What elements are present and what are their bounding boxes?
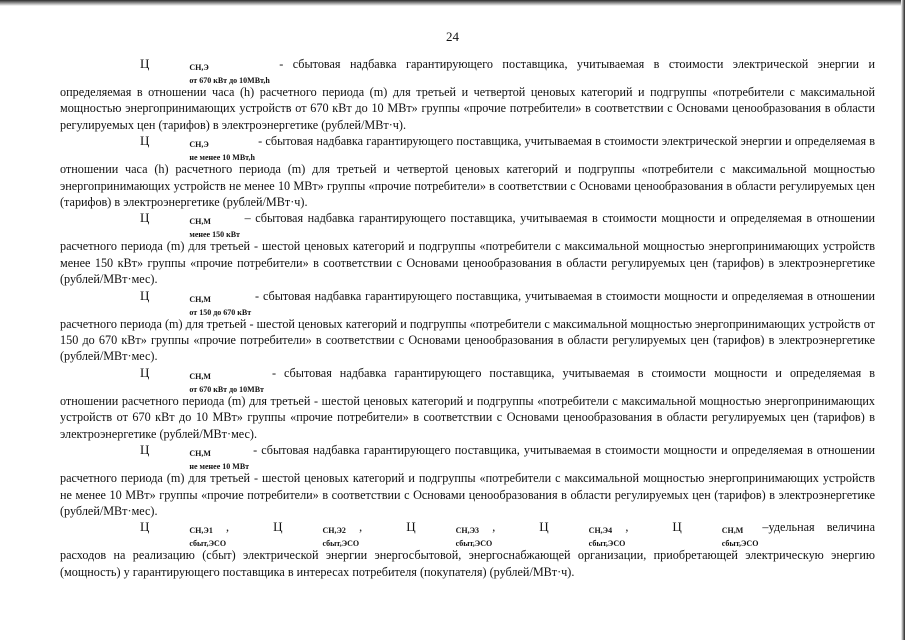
symbol-subscript: не менее 10 МВт xyxy=(189,462,250,472)
scan-top-edge xyxy=(0,0,905,6)
symbol-separator: , xyxy=(226,520,230,535)
tariff-symbol: Ц СН,М не менее 10 МВт xyxy=(140,442,250,472)
definition-text: – сбытовая надбавка гарантирующего поставщика, учитываемая в стоимости мощности и определяемая в отношении расчетного периода (m) для третьей - шестой ценовых категорий и подгруппы «потребители с максимальной мощностью энергопринимающих устройств менее 150 кВт» группы «прочие потребители» в соответствии с Основами ценообразования в области регулируемых цен (тарифов) в электроэнергетике (рублей/МВт·мес). xyxy=(60,211,875,287)
tariff-symbol: Ц СН,М от 150 до 670 кВт xyxy=(140,287,252,317)
symbol-subscript: сбыт,ЭСО xyxy=(588,539,626,549)
definition-text: - сбытовая надбавка гарантирующего поставщика, учитываемая в стоимости электрической энергии и определяемая в отношении часа (h) расчетного периода (m) для третьей и четвертой ценовых категорий и подгруппы «потребители с максимальной мощностью энергопринимающих устройств от 670 кВт до 10 МВт» группы «прочие потребители» в соответствии с Основами ценообразования в области регулируемых цен (тарифов) в электроэнергетике (рублей/МВт·ч). xyxy=(60,57,875,132)
symbol-separator: , xyxy=(359,520,363,535)
tariff-symbol: Ц СН,Э1 сбыт,ЭСО , xyxy=(140,519,230,549)
definition-paragraph xyxy=(60,133,875,210)
symbol-subscript: сбыт,ЭСО xyxy=(721,539,759,549)
symbol-separator: , xyxy=(625,520,629,535)
tariff-symbol: Ц СН,М менее 150 кВт xyxy=(140,210,240,240)
tariff-symbol: Ц СН,Э от 670 кВт до 10МВт,h xyxy=(140,56,270,85)
symbol-superscript: СН,Э1 xyxy=(189,526,213,536)
scan-right-edge xyxy=(901,0,905,640)
definition-paragraph xyxy=(60,210,875,287)
tariff-symbol: Ц СН,Э2 сбыт,ЭСО , xyxy=(273,519,363,549)
definition-text: - сбытовая надбавка гарантирующего поставщика, учитываемая в стоимости мощности и определяемая в отношении расчетного периода (m) для третьей - шестой ценовых категорий и подгруппы «потребители с максимальной мощностью энергопринимающих устройств не менее 10 МВт» группы «прочие потребители» в соответствии с Основами ценообразования в области регулируемых цен (тарифов) в электроэнергетике (рублей/МВт·мес). xyxy=(60,443,875,518)
symbol-subscript: сбыт,ЭСО xyxy=(189,539,227,549)
symbol-superscript: СН,М xyxy=(189,449,211,459)
symbol-superscript: СН,Э xyxy=(189,63,209,72)
symbol-superscript: СН,Э xyxy=(189,140,209,150)
symbol-subscript: не менее 10 МВт,h xyxy=(189,153,255,163)
tariff-symbol: Ц СН,Э4 сбыт,ЭСО , xyxy=(539,519,629,549)
tariff-symbol: Ц СН,М от 670 кВт до 10МВт xyxy=(140,364,264,394)
symbol-superscript: СН,Э3 xyxy=(455,526,480,536)
definition-text: - сбытовая надбавка гарантирующего поставщика, учитываемая в стоимости мощности и определяемая в отношении расчетного периода (m) для третьей - шестой ценовых категорий и подгруппы «потребители с максимальной мощностью энергопринимающих устройств от 670 кВт до 10 МВт» группы «прочие потребители» в соответствии с Основами ценообразования в области регулируемых цен (тарифов) в электроэнергетике (рублей/МВт·мес). xyxy=(60,365,875,441)
tariff-symbol: Ц СН,Э не менее 10 МВт,h xyxy=(140,133,255,163)
symbol-superscript: СН,М xyxy=(189,371,211,381)
symbol-separator: , xyxy=(492,520,496,535)
symbol-subscript: сбыт,ЭСО xyxy=(322,539,360,549)
page-number: 24 xyxy=(446,29,459,44)
definition-paragraph xyxy=(60,442,875,519)
definition-paragraph xyxy=(60,365,875,442)
symbol-subscript: менее 150 кВт xyxy=(189,230,240,240)
definition-text: - сбытовая надбавка гарантирующего поставщика, учитываемая в стоимости мощности и определяемая в отношении расчетного периода (m) для третьей - шестой ценовых категорий и подгруппы «потребители с максимальной мощностью энергопринимающих устройств от 150 до 670 кВт» группы «прочие потребители» в соответствии с Основами ценообразования в области регулируемых цен (тарифов) в электроэнергетике (рублей/МВт·мес). xyxy=(60,288,875,364)
definition-text: –удельная величина расходов на реализацию (сбыт) электрической энергии энергосбытовой, энергоснабжающей организации, приобретающей электрическую энергию (мощность) у гарантирующего поставщика в интересах потребителя (покупателя) (рублей/МВт·ч). xyxy=(60,520,875,579)
symbol-subscript: сбыт,ЭСО xyxy=(455,539,493,549)
symbol-superscript: СН,М xyxy=(189,217,211,227)
symbol-superscript: СН,М xyxy=(721,526,744,536)
symbol-superscript: СН,Э2 xyxy=(322,526,346,536)
definition-paragraph-combined xyxy=(60,519,875,580)
symbol-subscript: от 670 кВт до 10МВт,h xyxy=(189,76,270,85)
definition-text: - сбытовая надбавка гарантирующего поставщика, учитываемая в стоимости электрической энергии и определяемая в отношении часа (h) расчетного периода (m) для третьей и четвертой ценовых категорий и подгруппы «потребители с максимальной мощностью энергопринимающих устройств не менее 10 МВт» группы «прочие потребители» в соответствии с Основами ценообразования в области регулируемых цен (тарифов) в электроэнергетике (рублей/МВт·ч). xyxy=(60,134,875,210)
definition-paragraph xyxy=(60,288,875,365)
document-body xyxy=(60,56,875,580)
tariff-symbol: Ц СН,М сбыт,ЭСО xyxy=(672,519,759,549)
symbol-subscript: от 150 до 670 кВт xyxy=(189,307,252,317)
definition-paragraph xyxy=(60,56,875,133)
symbol-subscript: от 670 кВт до 10МВт xyxy=(189,384,264,394)
symbol-superscript: СН,Э4 xyxy=(588,526,613,536)
tariff-symbol: Ц СН,Э3 сбыт,ЭСО , xyxy=(406,519,496,549)
symbol-superscript: СН,М xyxy=(189,294,211,304)
